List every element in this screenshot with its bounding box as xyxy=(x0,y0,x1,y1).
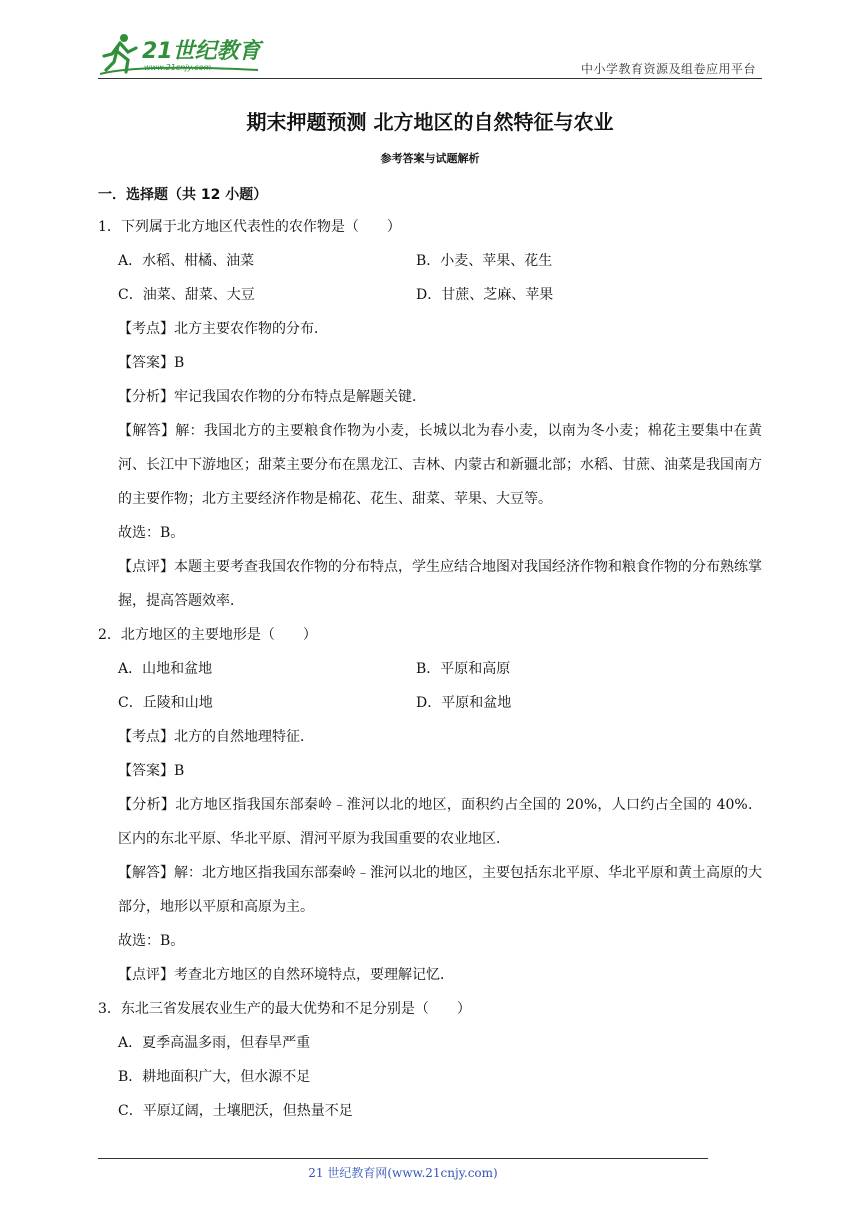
question-3-stem: 3．东北三省发展农业生产的最大优势和不足分别是（ ） xyxy=(98,1001,471,1017)
option-d: D．平原和盆地 xyxy=(416,695,512,711)
question-2-analysis: 【分析】北方地区指我国东部秦岭﹣淮河以北的地区，面积约占全国的 20%，人口约占全国的 40%．区内的东北平原、华北平原、渭河平原为我国重要的农业地区． xyxy=(118,797,762,847)
question-2-choice: 故选：B。 xyxy=(118,933,185,949)
option-d: D．甘蔗、芝麻、苹果 xyxy=(416,287,554,303)
question-2-comment: 【点评】考查北方地区的自然环境特点，要理解记忆． xyxy=(118,967,454,983)
question-1-choice: 故选：B。 xyxy=(118,525,185,541)
question-1-answer: 【答案】B xyxy=(118,355,185,371)
option-b: B．小麦、苹果、花生 xyxy=(416,253,553,269)
platform-name: 中小学教育资源及组卷应用平台 xyxy=(580,62,756,76)
question-1-analysis: 【分析】牢记我国农作物的分布特点是解题关键． xyxy=(118,389,426,405)
question-1-options-row-2 xyxy=(98,278,762,312)
document-body xyxy=(98,180,762,1128)
runner-logo-icon xyxy=(98,30,268,76)
footer-divider xyxy=(98,1158,708,1159)
question-2-solution: 【解答】解：北方地区指我国东部秦岭﹣淮河以北的地区，主要包括东北平原、华北平原和黄土高原的大部分，地形以平原和高原为主。 xyxy=(118,865,762,915)
page-footer: 21 世纪教育网(www.21cnjy.com) xyxy=(308,1166,498,1180)
page-subtitle: 参考答案与试题解析 xyxy=(380,152,480,165)
page-title: 期末押题预测 北方地区的自然特征与农业 xyxy=(246,110,614,134)
option-a: A．夏季高温多雨，但春旱严重 xyxy=(118,1035,311,1051)
option-b: B．平原和高原 xyxy=(416,661,511,677)
option-a: A．山地和盆地 xyxy=(118,661,213,677)
question-1-stem: 1．下列属于北方地区代表性的农作物是（ ） xyxy=(98,219,401,235)
question-1-comment: 【点评】本题主要考查我国农作物的分布特点，学生应结合地图对我国经济作物和粮食作物的分布熟练掌握，提高答题效率． xyxy=(118,559,762,609)
question-2-answer: 【答案】B xyxy=(118,763,185,779)
site-logo xyxy=(98,30,268,76)
option-b: B．耕地面积广大，但水源不足 xyxy=(118,1069,311,1085)
option-c: C．油菜、甜菜、大豆 xyxy=(118,287,255,303)
question-2-options-row-2 xyxy=(98,686,762,720)
svg-text:21世纪教育: 21世纪教育 xyxy=(142,39,261,64)
header-divider xyxy=(98,78,762,79)
question-2-stem: 2．北方地区的主要地形是（ ） xyxy=(98,627,317,643)
question-2-options-row-1 xyxy=(98,652,762,686)
question-1-solution: 【解答】解：我国北方的主要粮食作物为小麦，长城以北为春小麦，以南为冬小麦；棉花主要集中在黄河、长江中下游地区；甜菜主要分布在黑龙江、吉林、内蒙古和新疆北部；水稻、甘蔗、油菜是我国南方的主要作物；北方主要经济作物是棉花、花生、甜菜、苹果、大豆等。 xyxy=(118,423,762,507)
section-heading: 一．选择题（共 12 小题） xyxy=(98,187,268,203)
option-c: C．平原辽阔，土壤肥沃，但热量不足 xyxy=(118,1103,353,1119)
option-a: A．水稻、柑橘、油菜 xyxy=(118,253,255,269)
page-header xyxy=(98,30,762,78)
question-1-kaodian: 【考点】北方主要农作物的分布． xyxy=(118,321,328,337)
option-c: C．丘陵和山地 xyxy=(118,695,213,711)
question-2-kaodian: 【考点】北方的自然地理特征． xyxy=(118,729,314,745)
svg-text:www.21cnjy.com: www.21cnjy.com xyxy=(144,63,212,72)
question-1-options-row-1 xyxy=(98,244,762,278)
